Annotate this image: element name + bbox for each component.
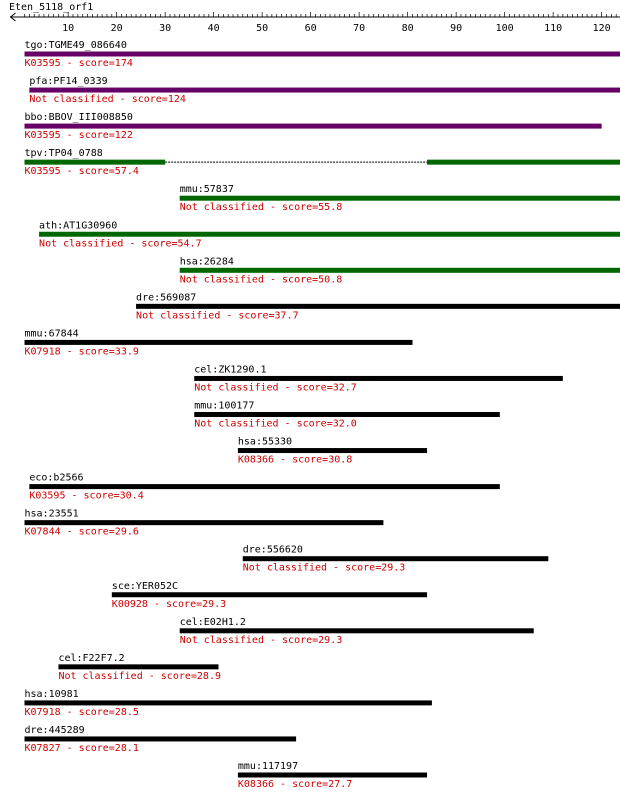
axis-tick-label: 20 [110,23,123,34]
hit-score-label: K08366 - score=30.8 [237,454,353,466]
hit-gene-label: pfa:PF14_0339 [29,76,108,88]
hit-alignment-bar [25,700,432,705]
hit-score-label: K03595 - score=30.4 [29,490,144,502]
hit-alignment-bar [238,773,427,778]
hit-row [25,112,602,141]
hit-alignment-bar [58,664,218,669]
hit-score-label: K07918 - score=33.9 [24,346,139,358]
hit-score-label: K03595 - score=174 [24,58,133,69]
axis-tick-label: 110 [544,23,563,34]
axis-tick-label: 40 [207,23,220,34]
hit-row [29,76,620,105]
hit-gene-label: eco:b2566 [29,472,84,484]
hit-score-label: Not classified - score=50.8 [179,274,343,286]
hit-score-label: Not classified - score=29.3 [242,562,406,574]
hit-gene-label: hsa:55330 [237,436,293,448]
hit-gene-label: cel:ZK1290.1 [194,364,267,376]
hit-gene-label: hsa:26284 [179,256,234,268]
axis-tick-label: 70 [353,23,366,34]
hit-alignment-bar [39,232,620,237]
hit-list [25,40,620,790]
hit-gene-label: cel:F22F7.2 [58,652,125,664]
hit-gene-label: mmu:67844 [24,328,79,340]
hit-row [243,545,549,574]
axis-tick-label: 60 [304,23,317,34]
hit-gene-label: tgo:TGME49_086640 [24,40,127,51]
hit-row [25,148,620,177]
hit-row [194,401,500,430]
hit-alignment-bar [136,304,620,309]
hit-score-label: Not classified - score=32.7 [194,382,357,394]
hit-row [25,689,432,718]
hit-score-label: K03595 - score=122 [24,130,133,142]
hit-alignment-bar [238,448,427,453]
hit-gene-label: mmu:100177 [194,400,255,412]
hit-alignment-bar [25,160,166,165]
hit-alignment-bar [25,340,413,345]
hit-gene-label: dre:556620 [242,544,303,556]
hit-score-label: Not classified - score=37.7 [136,310,299,322]
hit-gene-label: hsa:10981 [24,688,79,700]
hit-row [25,509,384,538]
query-name: Eten_5118_orf1 [9,2,94,13]
hit-alignment-bar [427,160,620,165]
axis-tick-label: 80 [401,23,414,34]
hit-row [238,761,427,790]
hit-alignment-bar [180,196,620,201]
hit-row [194,364,563,393]
hit-gene-label: dre:445289 [24,724,85,736]
axis-tick-label: 10 [62,23,75,34]
hit-score-label: K07844 - score=29.6 [24,526,139,538]
hit-alignment-bar [25,124,602,129]
hit-score-label: Not classified - score=55.8 [179,202,343,214]
hit-gene-label: mmu:117197 [237,761,299,772]
hit-score-label: K07918 - score=28.5 [24,706,139,718]
axis-tick-label: 100 [495,23,514,34]
axis-tick-label: 120 [592,23,611,34]
hit-alignment-bar [29,484,499,489]
hit-alignment-bar [112,592,427,597]
hit-row [25,328,413,357]
hit-gene-label: ath:AT1G30960 [39,220,118,232]
hit-row [180,256,620,285]
hit-row [180,184,620,213]
position-axis [11,12,620,34]
hit-score-label: Not classified - score=124 [29,94,186,106]
hit-alignment-bar [25,520,384,525]
hit-row [180,617,534,646]
hit-alignment-bar [25,52,620,57]
hit-alignment-bar [194,412,500,417]
axis-tick-label: 30 [159,23,172,34]
hit-score-label: Not classified - score=29.3 [179,634,343,646]
hit-row [39,220,620,249]
hit-gene-label: sce:YER052C [111,580,179,592]
hit-score-label: K00928 - score=29.3 [111,598,227,610]
hit-alignment-bar [180,268,620,273]
hit-alignment-bar [194,376,563,381]
hit-row [112,581,427,610]
hit-score-label: Not classified - score=32.0 [194,418,357,430]
hit-score-label: Not classified - score=28.9 [58,670,222,682]
hit-row [136,292,620,321]
axis-tick-label: 90 [450,23,463,34]
hit-row [29,473,499,502]
hit-gene-label: hsa:23551 [24,508,79,520]
hit-alignment-bar [29,88,620,93]
hit-gene-label: tpv:TP04_0788 [24,148,103,160]
hit-row [238,437,427,466]
hit-score-label: K08366 - score=27.7 [237,779,353,790]
hit-alignment-bar [180,628,534,633]
hit-alignment-bar [243,556,549,561]
hit-score-label: Not classified - score=54.7 [39,238,202,250]
hit-gene-label: bbo:BBOV_III008850 [24,112,133,124]
hit-row [58,653,221,682]
axis-tick-label: 50 [256,23,269,34]
hit-gene-label: dre:569087 [136,292,197,304]
hit-row [25,725,297,754]
hit-row [25,40,620,69]
hit-gene-label: cel:E02H1.2 [179,616,246,628]
hit-score-label: K07827 - score=28.1 [24,742,139,754]
hit-alignment-bar [25,736,297,741]
hit-score-label: K03595 - score=57.4 [24,166,139,178]
hit-gene-label: mmu:57837 [179,184,234,196]
